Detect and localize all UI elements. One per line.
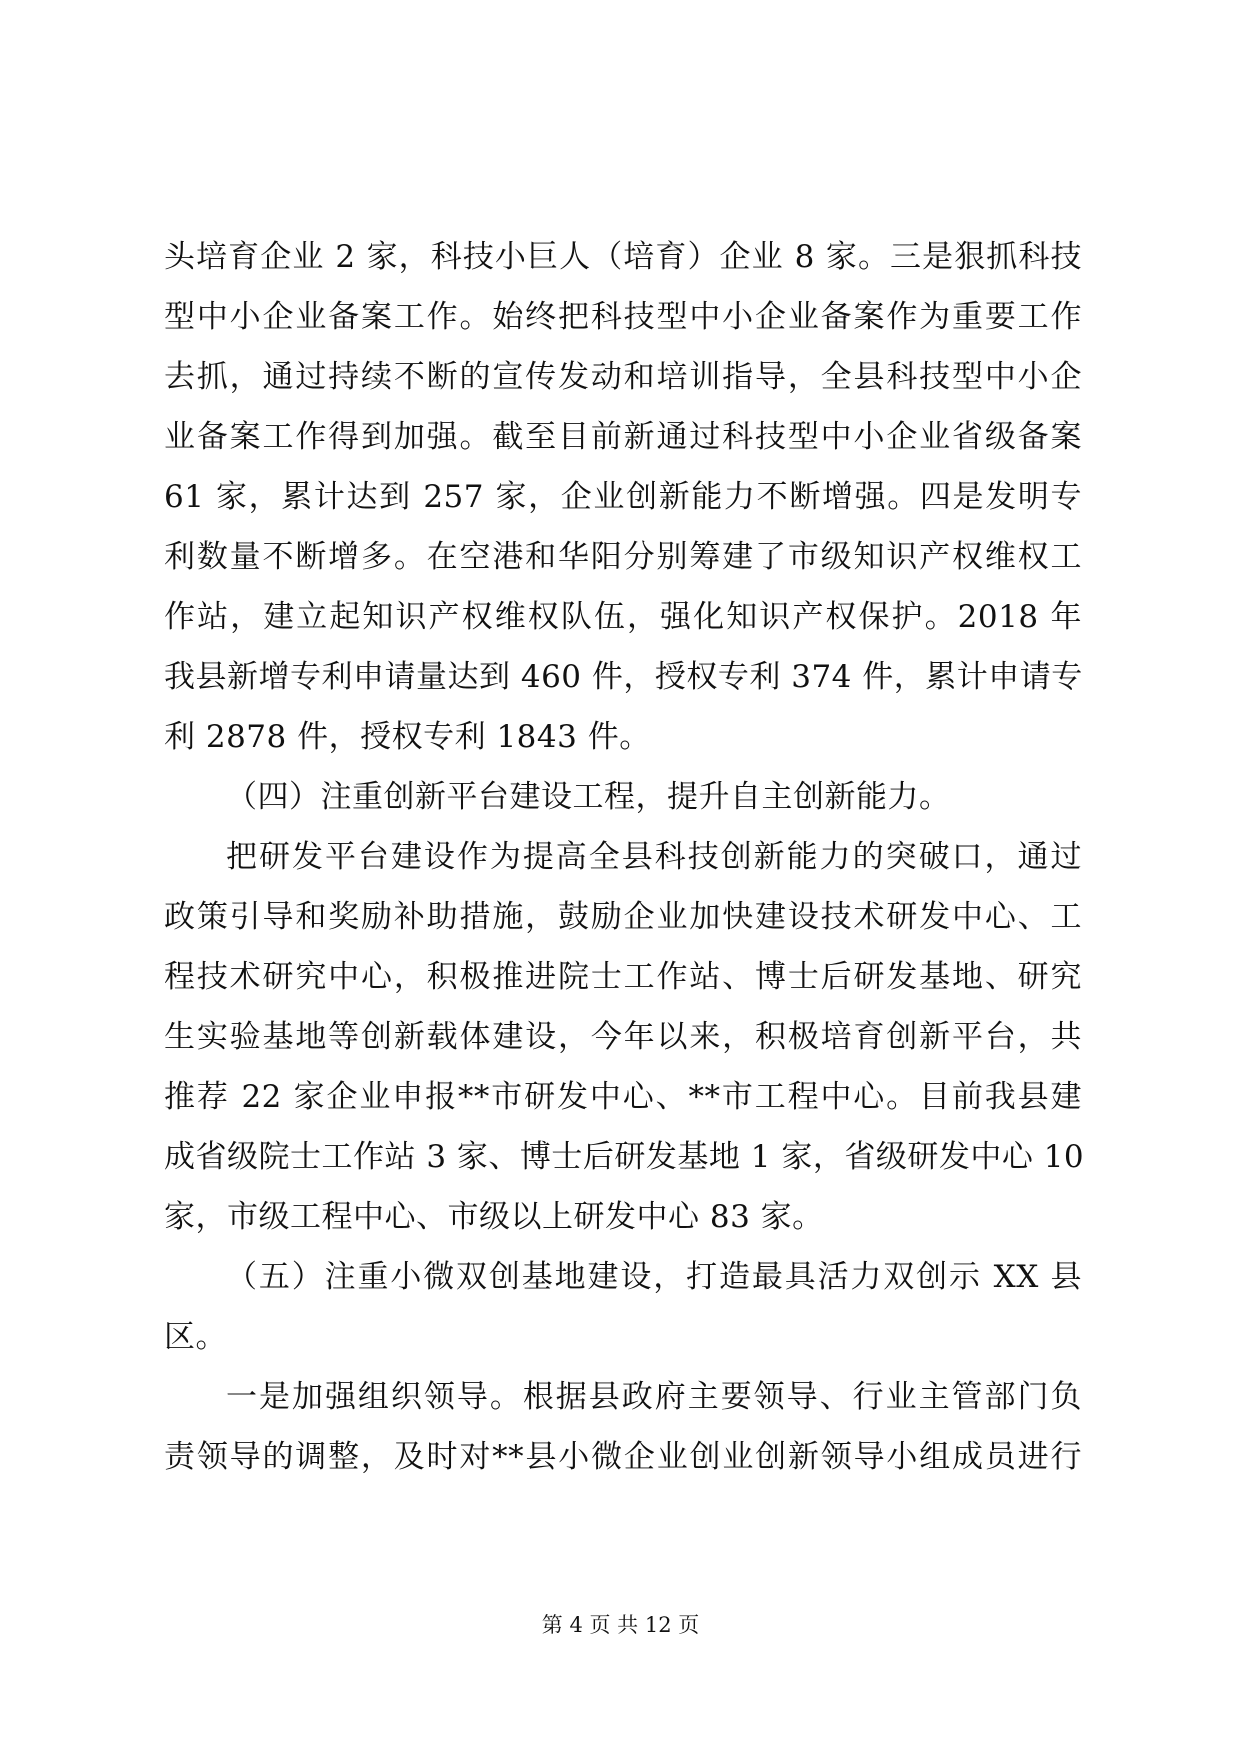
document-body [164, 227, 1085, 1487]
text-line: 头培育企业 2 家，科技小巨人（培育）企业 8 家。三是狠抓科技 [164, 239, 1082, 275]
text-line: 生实验基地等创新载体建设，今年以来，积极培育创新平台，共 [164, 1019, 1082, 1055]
section-heading: （四）注重创新平台建设工程，提升自主创新能力。 [226, 779, 951, 815]
page-number-footer: 第 4 页 共 12 页 [541, 1613, 700, 1637]
text-line: 61 家，累计达到 257 家，企业创新能力不断增强。四是发明专 [164, 479, 1082, 515]
text-line: 家，市级工程中心、市级以上研发中心 83 家。 [164, 1199, 824, 1235]
text-line: 推荐 22 家企业申报**市研发中心、**市工程中心。目前我县建 [164, 1079, 1082, 1115]
text-line: 责领导的调整，及时对**县小微企业创业创新领导小组成员进行 [164, 1439, 1082, 1475]
text-line: 把研发平台建设作为提高全县科技创新能力的突破口，通过 [226, 839, 1082, 875]
text-line: 一是加强组织领导。根据县政府主要领导、行业主管部门负 [226, 1379, 1082, 1415]
text-line: 去抓，通过持续不断的宣传发动和培训指导，全县科技型中小企 [164, 359, 1082, 395]
text-line: 业备案工作得到加强。截至目前新通过科技型中小企业省级备案 [164, 419, 1082, 455]
text-line: 型中小企业备案工作。始终把科技型中小企业备案作为重要工作 [164, 299, 1082, 335]
text-line: 程技术研究中心，积极推进院士工作站、博士后研发基地、研究 [164, 959, 1082, 995]
text-line: 利 2878 件，授权专利 1843 件。 [164, 719, 651, 755]
text-line: 利数量不断增多。在空港和华阳分别筹建了市级知识产权维权工 [164, 539, 1082, 575]
text-line: 政策引导和奖励补助措施，鼓励企业加快建设技术研发中心、工 [164, 899, 1082, 935]
text-line: 成省级院士工作站 3 家、博士后研发基地 1 家，省级研发中心 10 [164, 1139, 1085, 1175]
text-line: 我县新增专利申请量达到 460 件，授权专利 374 件，累计申请专 [164, 659, 1083, 695]
text-line: 作站，建立起知识产权维权队伍，强化知识产权保护。2018 年 [164, 599, 1082, 635]
section-heading-continuation: 区。 [164, 1319, 227, 1355]
section-heading: （五）注重小微双创基地建设，打造最具活力双创示 XX 县 [226, 1259, 1082, 1295]
